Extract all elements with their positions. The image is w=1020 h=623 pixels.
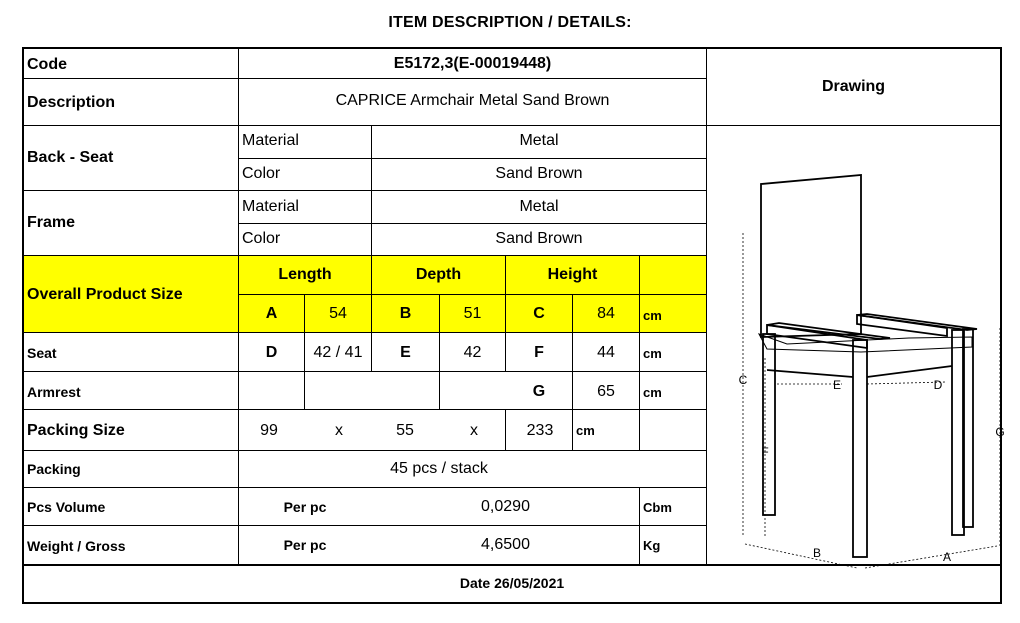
packing-width: 55 <box>396 422 414 439</box>
description-value: CAPRICE Armchair Metal Sand Brown <box>335 92 610 109</box>
dim-e-value: 42 <box>463 344 482 361</box>
length-header: Length <box>278 266 332 283</box>
seat-label: Seat <box>27 345 57 361</box>
frame-material-label: Material <box>242 198 299 215</box>
height-header: Height <box>547 266 598 283</box>
frame-color: Sand Brown <box>495 230 583 247</box>
packing-x-2: x <box>470 422 478 439</box>
weight-per: Per pc <box>283 537 327 553</box>
dim-a-label: A <box>265 305 278 322</box>
drawing-label-c: C <box>738 373 748 387</box>
date-footer: Date 26/05/2021 <box>459 575 565 591</box>
dim-f-value: 44 <box>597 344 615 361</box>
back-seat-material-label: Material <box>242 132 299 149</box>
overall-unit: cm <box>643 308 662 323</box>
packing-label: Packing <box>27 461 81 477</box>
dim-c-label: C <box>533 305 545 322</box>
drawing-label-f: F <box>761 445 769 459</box>
drawing-label-d: D <box>933 378 943 392</box>
armrest-label: Armrest <box>27 384 81 400</box>
weight-unit: Kg <box>643 538 661 553</box>
pcs-volume-per: Per pc <box>283 499 327 515</box>
packing-size-unit: cm <box>576 423 595 438</box>
dim-f-label: F <box>534 344 544 361</box>
pcs-volume-unit: Cbm <box>643 500 672 515</box>
back-seat-label: Back - Seat <box>27 149 114 166</box>
packing-length: 99 <box>260 422 278 439</box>
dim-g-label: G <box>532 383 546 400</box>
dim-e-label: E <box>400 344 411 361</box>
armrest-unit: cm <box>643 385 662 400</box>
dim-b-label: B <box>399 305 412 322</box>
packing-size-label: Packing Size <box>27 422 125 439</box>
depth-header: Depth <box>415 266 462 283</box>
pcs-volume-value: 0,0290 <box>481 498 530 515</box>
frame-color-label: Color <box>242 230 281 247</box>
dim-b-value: 51 <box>463 305 482 322</box>
drawing-label-g: G <box>995 425 1005 439</box>
dim-g-value: 65 <box>597 383 615 400</box>
frame-label: Frame <box>27 214 76 231</box>
frame-material: Metal <box>519 198 559 215</box>
pcs-volume-label: Pcs Volume <box>27 499 106 515</box>
packing-height: 233 <box>526 422 554 439</box>
drawing-label-e: E <box>832 378 842 392</box>
packing-value: 45 pcs / stack <box>390 460 488 477</box>
drawing-label: Drawing <box>821 78 886 95</box>
code-value: E5172,3(E-00019448) <box>393 55 552 72</box>
dim-d-value: 42 / 41 <box>313 344 363 361</box>
armchair-drawing <box>707 126 1005 564</box>
seat-unit: cm <box>643 346 662 361</box>
packing-x-1: x <box>335 422 343 439</box>
back-seat-material: Metal <box>519 132 559 149</box>
description-label: Description <box>27 94 116 111</box>
back-seat-color-label: Color <box>242 165 281 182</box>
weight-label: Weight / Gross <box>27 538 126 554</box>
overall-size-label: Overall Product Size <box>27 286 183 303</box>
dim-c-value: 84 <box>597 305 615 322</box>
code-label: Code <box>27 56 67 73</box>
dim-a-value: 54 <box>329 305 347 322</box>
dim-d-label: D <box>265 344 278 361</box>
details-table <box>22 47 1005 604</box>
back-seat-color: Sand Brown <box>495 165 583 182</box>
document-title: ITEM DESCRIPTION / DETAILS: <box>388 14 632 31</box>
drawing-label-a: A <box>942 550 952 564</box>
drawing-label-b: B <box>812 546 822 560</box>
weight-value: 4,6500 <box>481 536 530 553</box>
